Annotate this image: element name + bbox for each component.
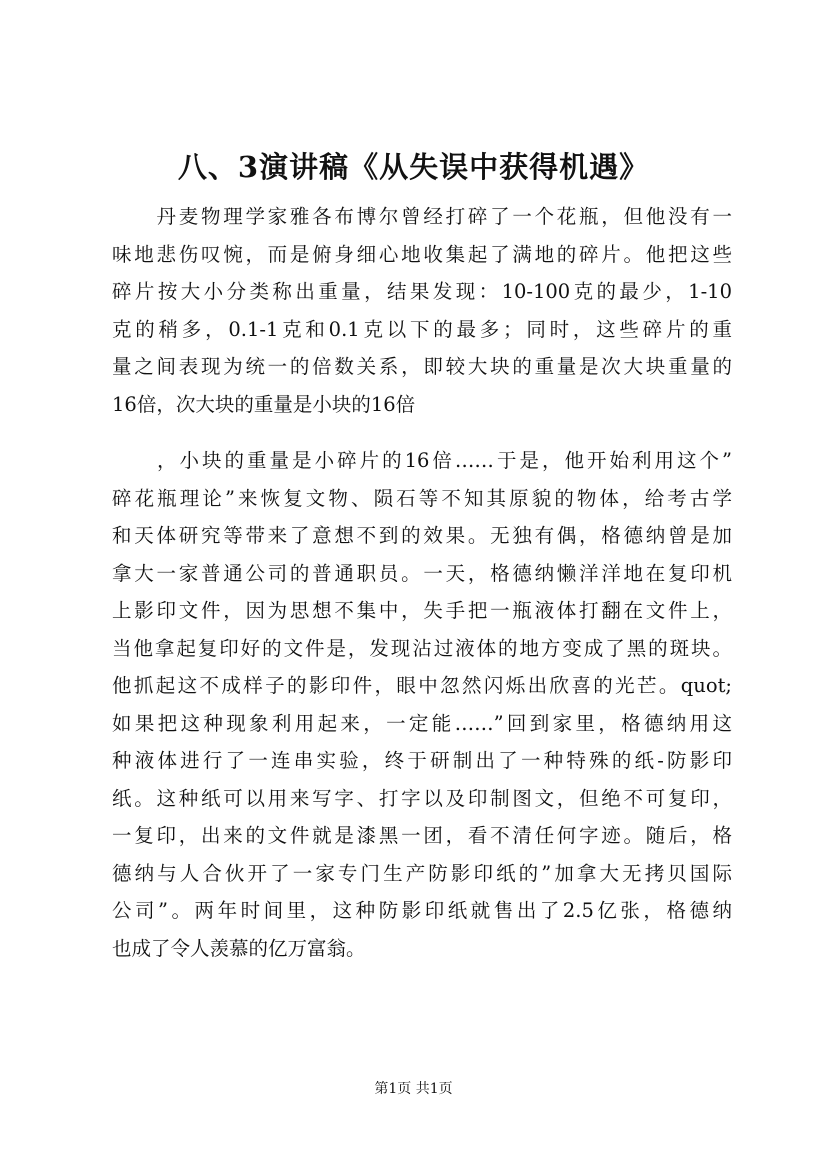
page-title: 八、3演讲稿《从失误中获得机遇》: [177, 150, 650, 184]
text-line: 碎花瓶理论”来恢复文物、陨石等不知其原貌的物体，给考古学: [112, 486, 732, 510]
text-line: 上影印文件，因为思想不集中，失手把一瓶液体打翻在文件上，: [112, 599, 732, 622]
text-line: 德纳与人合伙开了一家专门生产防影印纸的”加拿大无拷贝国际: [112, 861, 732, 885]
text-line: 碎片按大小分类称出重量，结果发现：10-100克的最少，1-10: [112, 280, 732, 303]
text-line: 丹麦物理学家雅各布博尔曾经打碎了一个花瓶，但他没有一: [112, 205, 732, 228]
text-line: 味地悲伤叹惋，而是俯身细心地收集起了满地的碎片。他把这些: [112, 242, 732, 266]
text-line: 如果把这种现象利用起来，一定能……”回到家里，格德纳用这: [112, 711, 732, 735]
text-line: 16倍，次大块的重量是小块的16倍: [112, 392, 416, 416]
text-line: 纸。这种纸可以用来写字、打字以及印制图文，但绝不可复印，: [112, 786, 732, 810]
text-line: 量之间表现为统一的倍数关系，即较大块的重量是次大块重量的: [112, 355, 732, 378]
text-line: 公司”。两年时间里，这种防影印纸就售出了2.5亿张，格德纳: [112, 899, 732, 922]
page-footer: 第1页 共1页: [374, 1081, 453, 1097]
paragraph-1: [112, 198, 732, 423]
text-line: 拿大一家普通公司的普通职员。一天，格德纳懒洋洋地在复印机: [112, 561, 732, 585]
text-line: 一复印，出来的文件就是漆黑一团，看不清任何字迹。随后，格: [112, 824, 732, 847]
text-line: 当他拿起复印好的文件是，发现沾过液体的地方变成了黑的斑块。: [112, 636, 732, 660]
text-line: ，小块的重量是小碎片的16倍……于是，他开始利用这个”: [112, 449, 732, 472]
text-line: 克的稍多，0.1-1克和0.1克以下的最多；同时，这些碎片的重: [112, 317, 732, 341]
text-line: 也成了令人羡慕的亿万富翁。: [112, 936, 366, 960]
text-line: 种液体进行了一连串实验，终于研制出了一种特殊的纸-防影印: [112, 749, 732, 772]
paragraph-2: [112, 442, 732, 967]
text-line: 和天体研究等带来了意想不到的效果。无独有偶，格德纳曾是加: [112, 524, 732, 547]
text-line: 他抓起这不成样子的影印件，眼中忽然闪烁出欣喜的光芒。quot;: [112, 674, 732, 697]
